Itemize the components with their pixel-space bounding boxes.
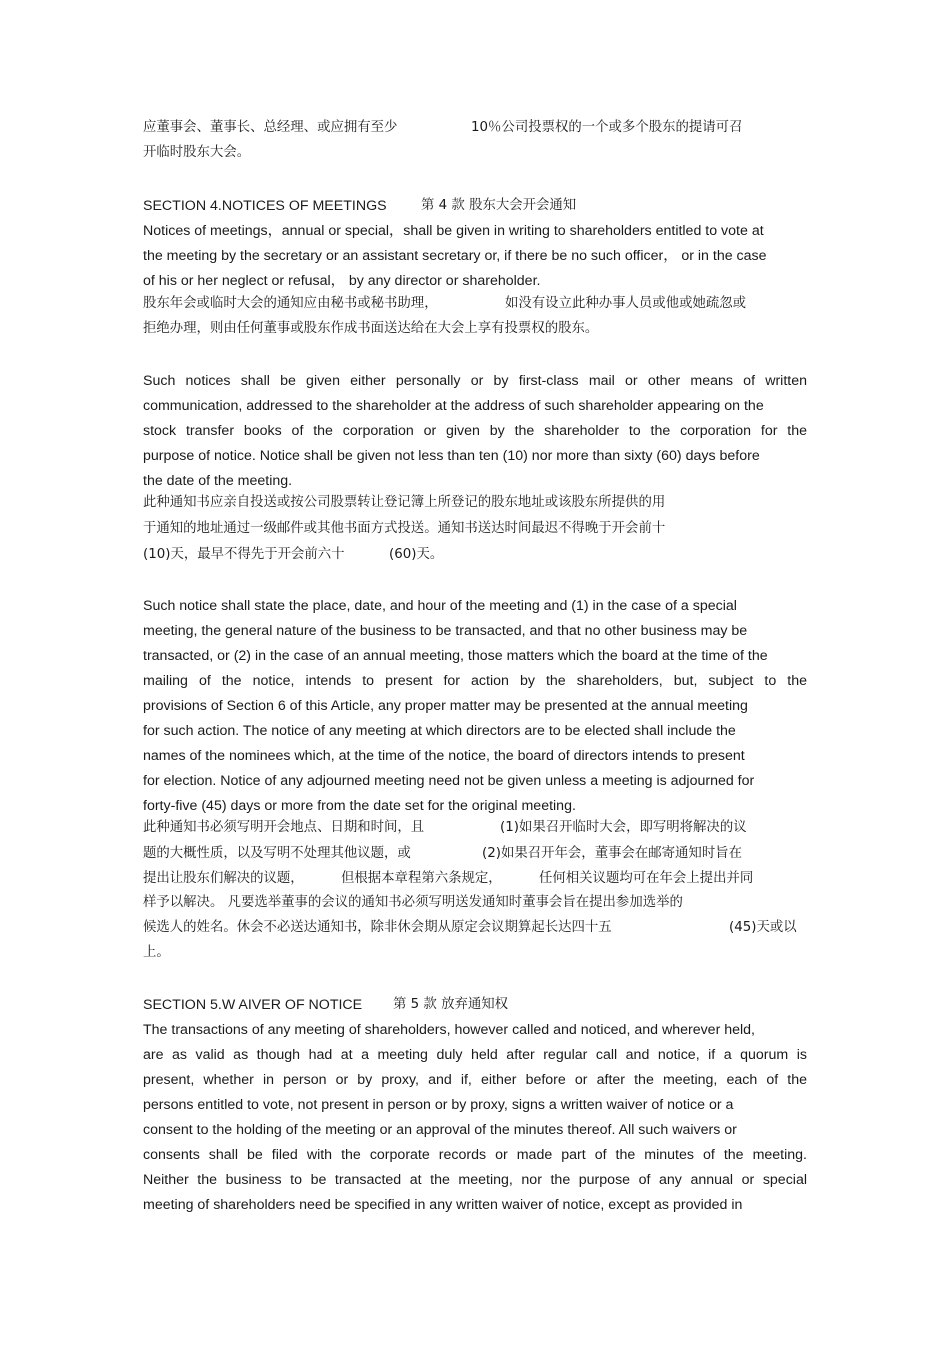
paragraph-line: 于通知的地址通过一级邮件或其他书面方式投送。通知书送达时间最迟不得晚于开会前十 [143,521,666,536]
paragraph-line: provisions of Section 6 of this Article, any proper matter may be presented at the annual meeting [143,698,748,714]
text-segment: 任何相关议题均可在年会上提出并同 [539,871,754,886]
text-segment: (45)天或以 [729,920,797,935]
paragraph-line: Such notice shall state the place, date, and hour of the meeting and (1) in the case of a special [143,598,737,614]
paragraph-line: for such action. The notice of any meeting at which directors are to be elected shall include the [143,723,736,739]
paragraph-line: meeting, the general nature of the business to be transacted, and that no other business may be [143,623,748,639]
paragraph-line: 开临时股东大会。 [143,145,251,160]
paragraph-line: 样予以解决。 凡要选举董事的会议的通知书必须写明送发通知时董事会旨在提出参加选举的 [143,895,683,910]
paragraph-line: Notices of meetings，annual or special，shall be given in writing to shareholders entitled to vote at [143,223,764,239]
paragraph-line: present, whether in person or by proxy, and if, either before or after the meeting, each of the [143,1072,807,1088]
section-heading-cn: 第 4 款 股东大会开会通知 [421,198,577,213]
paragraph-line: consent to the holding of the meeting or an approval of the minutes thereof. All such waivers or [143,1122,737,1138]
paragraph-line: consents shall be filed with the corporate records or made part of the minutes of the meeting. [143,1147,807,1163]
paragraph-line: 上。 [143,945,170,960]
paragraph-line: the date of the meeting. [143,473,293,489]
paragraph-line: communication, addressed to the shareholder at the address of such shareholder appearing on the [143,398,764,414]
section-heading-en: SECTION 5.W AIVER OF NOTICE [143,997,363,1013]
text-segment: 提出让股东们解决的议题， [143,871,304,886]
paragraph-line: transacted, or (2) in the case of an annual meeting, those matters which the board at the time of the [143,648,768,664]
text-segment: 应董事会、董事长、总经理、或应拥有至少 [143,120,398,135]
paragraph-line: stock transfer books of the corporation or given by the shareholder to the corporation for the [143,423,807,439]
paragraph-line: The transactions of any meeting of shareholders, however called and noticed, and wherever held, [143,1022,756,1038]
text-segment: 候选人的姓名。休会不必送达通知书，除非休会期从原定会议期算起长达四十五 [143,920,612,935]
paragraph-line: persons entitled to vote, not present in person or by proxy, signs a written waiver of notice or a [143,1097,734,1113]
text-segment: (1)如果召开临时大会，即写明将解决的议 [500,820,747,835]
paragraph-line: for election. Notice of any adjourned meeting need not be given unless a meeting is adjourned for [143,773,755,789]
paragraph-line: purpose of notice. Notice shall be given not less than ten (10) nor more than sixty (60) days before [143,448,760,464]
section-heading-en: SECTION 4.NOTICES OF MEETINGS [143,198,387,214]
paragraph-line: mailing of the notice, intends to present for action by the shareholders, but, subject to the [143,673,807,689]
paragraph-line: Neither the business to be transacted at the meeting, nor the purpose of any annual or special [143,1172,807,1188]
text-segment: 此种通知书必须写明开会地点、日期和时间，且 [143,820,425,835]
text-segment: 10％公司投票权的一个或多个股东的提请可召 [471,120,743,135]
paragraph-line: meeting of shareholders need be specified in any written waiver of notice, except as provided in [143,1197,743,1213]
paragraph-line: of his or her neglect or refusal， by any director or shareholder. [143,273,541,289]
paragraph-line: 此种通知书应亲自投送或按公司股票转让登记簿上所登记的股东地址或该股东所提供的用 [143,495,666,510]
text-segment: (60)天。 [389,547,444,562]
paragraph-line: the meeting by the secretary or an assistant secretary or, if there be no such officer， or in the case [143,248,767,264]
text-segment: (10)天，最早不得先于开会前六十 [143,547,345,562]
text-segment: 股东年会或临时大会的通知应由秘书或秘书助理， [143,296,438,311]
section-heading-cn: 第 5 款 放弃通知权 [393,997,509,1012]
paragraph-line: 拒绝办理，则由任何董事或股东作成书面送达给在大会上享有投票权的股东。 [143,321,599,336]
text-segment: 题的大概性质，以及写明不处理其他议题，或 [143,846,411,861]
paragraph-line: are as valid as though had at a meeting duly held after regular call and notice, if a quorum is [143,1047,807,1063]
text-segment: 但根据本章程第六条规定， [341,871,502,886]
paragraph-line: forty-five (45) days or more from the date set for the original meeting. [143,798,576,814]
text-segment: 如没有设立此种办事人员或他或她疏忽或 [505,296,747,311]
paragraph-line: names of the nominees which, at the time of the notice, the board of directors intends to present [143,748,745,764]
text-segment: (2)如果召开年会，董事会在邮寄通知时旨在 [482,846,742,861]
paragraph-line: Such notices shall be given either personally or by first-class mail or other means of written [143,373,807,389]
